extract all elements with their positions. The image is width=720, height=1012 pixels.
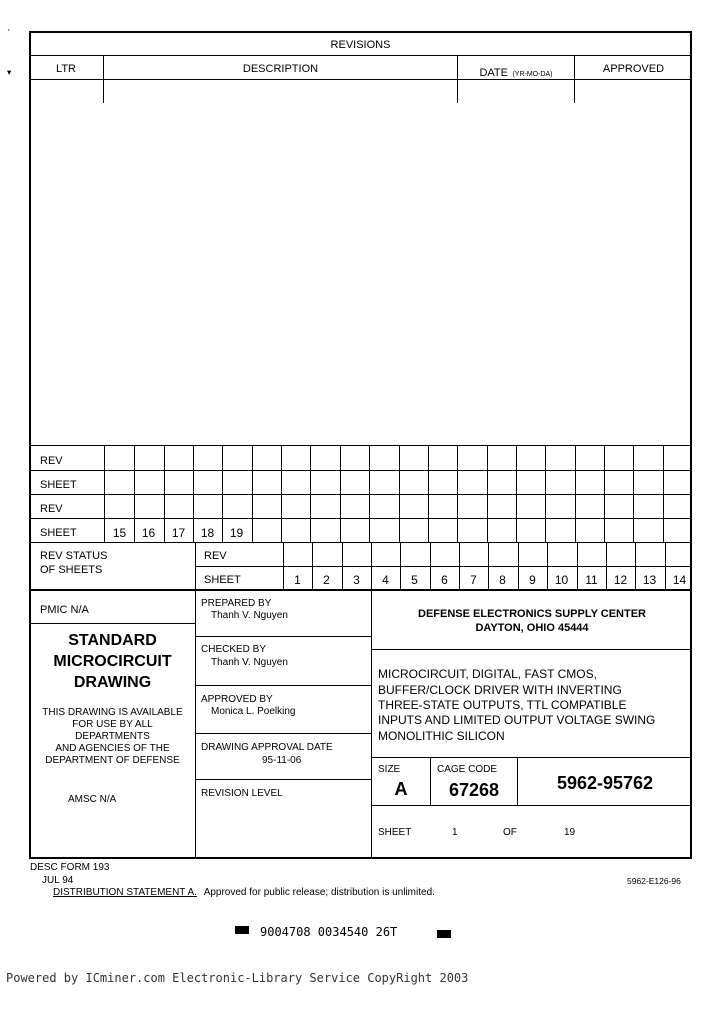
- distribution-statement: [53, 888, 435, 898]
- grid-col-line: [428, 445, 429, 542]
- availability-line: DEPARTMENTS: [75, 731, 150, 742]
- sheet-number-cell: 9: [529, 573, 536, 587]
- grid-rule: [195, 566, 692, 567]
- description-header: DESCRIPTION: [242, 63, 319, 75]
- grid-col-line: [487, 445, 488, 542]
- size-label: SIZE: [378, 764, 401, 775]
- sheet-number-cell: 3: [353, 573, 360, 587]
- standard-line1: STANDARD: [68, 632, 157, 649]
- sheet-number-cell: 6: [441, 573, 448, 587]
- date-header: [458, 64, 574, 80]
- sheet-number-cell: 12: [613, 573, 628, 587]
- ltr-header: LTR: [56, 63, 76, 75]
- distribution-label: DISTRIBUTION STATEMENT A.: [53, 887, 197, 898]
- form-date: JUL 94: [42, 875, 74, 886]
- grid-col-line: [399, 445, 400, 542]
- revision-level-label: REVISION LEVEL: [201, 788, 283, 799]
- sheet-number-cell: 11: [585, 573, 598, 587]
- title-line: MONOLITHIC SILICON: [378, 729, 505, 743]
- grid-rule: [29, 470, 692, 471]
- revisions-header-rule: [29, 79, 692, 80]
- grid-col-line: [310, 445, 311, 542]
- pmic: PMIC N/A: [40, 604, 89, 616]
- sheet-label: SHEET: [40, 527, 77, 539]
- grid-left-divider: [195, 542, 196, 591]
- sheet-label: SHEET: [40, 479, 77, 491]
- standard-line3: DRAWING: [73, 674, 152, 691]
- approval-date-value: 95-11-06: [262, 755, 302, 766]
- sheet-number-cell: 2: [323, 573, 330, 587]
- rev-label: REV: [204, 550, 227, 562]
- checked-label: CHECKED BY: [201, 644, 267, 655]
- sheet-info-label: SHEET: [378, 827, 412, 838]
- sheet-number-cell: 17: [171, 526, 186, 540]
- title-rule: [195, 779, 372, 780]
- grid-col-line: [516, 445, 517, 542]
- grid-col-line: [340, 445, 341, 542]
- amsc: AMSC N/A: [68, 794, 117, 805]
- grid-rule: [29, 542, 692, 543]
- date-header-label: DATE: [479, 67, 508, 79]
- sheet-info-of: OF: [503, 827, 517, 838]
- sheet-number-cell: 7: [470, 573, 477, 587]
- size-value: A: [394, 779, 408, 799]
- doc-number: 5962-95762: [556, 773, 654, 793]
- approved-header: APPROVED: [602, 63, 665, 75]
- revisions-rule: [29, 55, 692, 56]
- title-line: THREE-STATE OUTPUTS, TTL COMPATIBLE: [378, 698, 627, 712]
- rev-status-line2: OF SHEETS: [40, 564, 103, 576]
- title-rule: [371, 649, 692, 650]
- rev-status-line1: REV STATUS: [40, 550, 108, 562]
- sheet-info-current: 1: [452, 827, 458, 838]
- rev-label: REV: [40, 455, 63, 467]
- title-rule: [195, 733, 372, 734]
- approved-by-label: APPROVED BY: [201, 694, 273, 705]
- standard-line2: MICROCIRCUIT: [53, 653, 172, 670]
- sheet-number-cell: 18: [200, 526, 215, 540]
- approved-by-name: Monica L. Poelking: [211, 706, 296, 717]
- sheet-info-total: 19: [564, 827, 576, 838]
- grid-rule: [29, 445, 692, 446]
- title-line: INPUTS AND LIMITED OUTPUT VOLTAGE SWING: [378, 713, 656, 727]
- frame-top: [29, 31, 692, 33]
- grid-rule: [29, 589, 692, 591]
- title-line: MICROCIRCUIT, DIGITAL, FAST CMOS,: [378, 667, 597, 681]
- availability-line: THIS DRAWING IS AVAILABLE: [42, 707, 183, 718]
- title-rule: [195, 685, 372, 686]
- revisions-title: REVISIONS: [330, 39, 391, 51]
- rev-label: REV: [40, 503, 63, 515]
- form-number: DESC FORM 193: [30, 862, 110, 873]
- title-line: BUFFER/CLOCK DRIVER WITH INVERTING: [378, 683, 622, 697]
- checked-name: Thanh V. Nguyen: [211, 657, 288, 668]
- agency-line2: DAYTON, OHIO 45444: [475, 622, 589, 634]
- distribution-text: Approved for public release; distribution is unlimited.: [203, 887, 435, 898]
- sheet-number-cell: 4: [382, 573, 389, 587]
- sheet-number-cell: 14: [672, 573, 687, 587]
- reference-number: 5962-E126-96: [627, 876, 681, 886]
- grid-rule: [29, 518, 692, 519]
- barcode-block-right: [437, 930, 451, 938]
- grid-col-line: [252, 445, 253, 542]
- grid-rule: [29, 494, 692, 495]
- rev-col-divider: [574, 55, 575, 103]
- grid-col-line: [604, 445, 605, 542]
- barcode-text: 9004708 0034540 26T: [260, 925, 398, 939]
- prepared-name: Thanh V. Nguyen: [211, 610, 288, 621]
- approval-date-label: DRAWING APPROVAL DATE: [201, 742, 333, 753]
- availability-line: DEPARTMENT OF DEFENSE: [45, 755, 180, 766]
- grid-col-line: [545, 445, 546, 542]
- sheet-number-cell: 8: [499, 573, 506, 587]
- cage-label: CAGE CODE: [437, 764, 498, 775]
- sheet-number-cell: 5: [411, 573, 418, 587]
- grid-col-line: [663, 445, 664, 542]
- margin-tick: ▾: [7, 67, 12, 77]
- margin-tick: ': [8, 27, 10, 37]
- prepared-label: PREPARED BY: [201, 598, 272, 609]
- sheet-label: SHEET: [204, 574, 241, 586]
- grid-col-line: [281, 445, 282, 542]
- sheet-number-cell: 16: [141, 526, 156, 540]
- date-header-format: (YR-MO-DA): [512, 71, 553, 78]
- availability-line: AND AGENCIES OF THE: [55, 743, 170, 754]
- title-rule: [195, 636, 372, 637]
- title-rule: [371, 805, 692, 806]
- grid-col-line: [369, 445, 370, 542]
- grid-col-line: [633, 445, 634, 542]
- agency-line1: DEFENSE ELECTRONICS SUPPLY CENTER: [418, 608, 646, 620]
- sheet-number-cell: 10: [554, 573, 569, 587]
- rev-col-divider: [103, 55, 104, 103]
- cage-value: 67268: [448, 780, 500, 800]
- title-rule: [371, 757, 692, 758]
- sheet-number-cell: 15: [112, 526, 127, 540]
- title-rule: [29, 623, 196, 624]
- frame-bottom: [29, 857, 692, 859]
- sheet-number-cell: 1: [294, 573, 301, 587]
- powered-by: Powered by ICminer.com Electronic-Library Service CopyRight 2003: [6, 971, 469, 985]
- grid-col-line: [457, 445, 458, 542]
- sheet-number-cell: 19: [229, 526, 244, 540]
- sheet-number-cell: 13: [642, 573, 657, 587]
- grid-col-line: [575, 445, 576, 542]
- availability-line: FOR USE BY ALL: [72, 719, 153, 730]
- barcode-block-left: [235, 926, 249, 934]
